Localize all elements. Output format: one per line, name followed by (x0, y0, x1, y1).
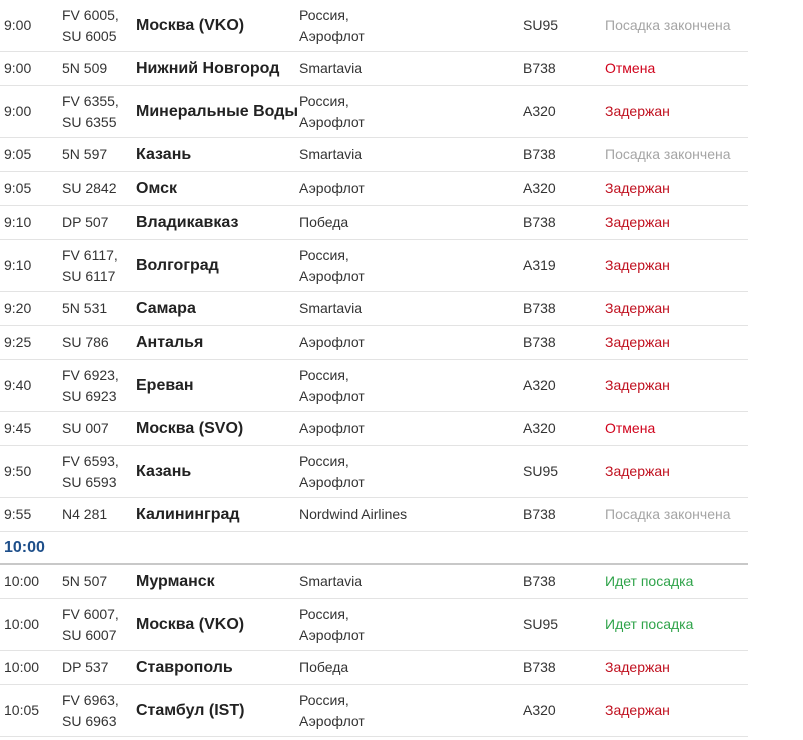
airline (299, 326, 365, 359)
hour-separator (0, 532, 748, 565)
flight-row[interactable] (0, 498, 748, 532)
airline-line: Nordwind Airlines (299, 506, 408, 522)
flight-row[interactable] (0, 86, 748, 138)
destination: Ставрополь (136, 659, 233, 676)
departure-time: 9:00 (4, 103, 32, 119)
flight-number (62, 206, 108, 239)
flight-number-line: SU 6593 (62, 473, 117, 490)
flight-number (62, 651, 108, 684)
aircraft-type: B738 (523, 214, 556, 230)
destination: Москва (SVO) (136, 420, 244, 437)
airline-line: Аэрофлот (299, 712, 365, 729)
departure-time: 9:10 (4, 257, 32, 273)
flight-number-line: FV 6355, (62, 92, 119, 109)
airline (299, 360, 365, 411)
airline-line: Россия, (299, 452, 349, 469)
flight-row[interactable] (0, 0, 748, 52)
aircraft-type: SU95 (523, 463, 559, 479)
departure-time: 9:25 (4, 334, 32, 350)
aircraft-type: B738 (523, 300, 556, 316)
airline-line: Smartavia (299, 573, 363, 589)
airline (299, 651, 348, 684)
departure-time: 10:00 (4, 616, 40, 632)
departure-time: 10:00 (4, 573, 40, 589)
airline-line: Аэрофлот (299, 180, 365, 196)
airline-line: Аэрофлот (299, 334, 365, 350)
flight-status: Идет посадка (605, 616, 694, 632)
flight-status: Задержан (605, 377, 670, 393)
flight-number-line: FV 6923, (62, 366, 119, 383)
flight-number (62, 565, 107, 598)
airline (299, 172, 365, 205)
flight-row[interactable] (0, 172, 748, 206)
airline (299, 0, 365, 51)
flight-status: Отмена (605, 420, 656, 436)
airline-line: Россия, (299, 92, 349, 109)
airline-line: Аэрофлот (299, 626, 365, 643)
flight-number-line: FV 6593, (62, 452, 119, 469)
departure-time: 9:05 (4, 180, 32, 196)
flight-number (62, 0, 119, 51)
airline (299, 138, 362, 171)
flight-row[interactable] (0, 326, 748, 360)
flight-row[interactable] (0, 52, 748, 86)
aircraft-type: B738 (523, 506, 556, 522)
departure-time: 10:00 (4, 659, 40, 675)
airline-line: Аэрофлот (299, 387, 365, 404)
flight-row[interactable] (0, 565, 748, 599)
flight-number-line: FV 6117, (62, 246, 118, 263)
destination: Москва (VKO) (136, 616, 245, 633)
flight-number-line: SU 007 (62, 420, 109, 436)
aircraft-type: A320 (523, 103, 556, 119)
flight-number (62, 138, 107, 171)
aircraft-type: SU95 (523, 616, 559, 632)
airline-line: Smartavia (299, 300, 363, 316)
flight-number (62, 446, 119, 497)
destination: Нижний Новгород (136, 60, 280, 77)
flight-row[interactable] (0, 292, 748, 326)
destination: Стамбул (IST) (136, 702, 245, 719)
airline-line: Россия, (299, 246, 349, 263)
airline (299, 412, 365, 445)
aircraft-type: SU95 (523, 17, 559, 33)
flight-row[interactable] (0, 446, 748, 498)
flight-number-line: FV 6007, (62, 605, 119, 622)
departure-time: 9:45 (4, 420, 32, 436)
flight-number (62, 685, 119, 736)
destination: Казань (136, 146, 192, 163)
airline-line: Победа (299, 214, 349, 230)
destination: Самара (136, 300, 196, 317)
flight-status: Посадка закончена (605, 17, 731, 33)
flight-number (62, 52, 107, 85)
destination: Казань (136, 463, 192, 480)
flight-number-line: N4 281 (62, 506, 108, 522)
flight-row[interactable] (0, 240, 748, 292)
destination: Анталья (136, 334, 204, 351)
destination: Калининград (136, 506, 240, 523)
destination: Омск (136, 180, 177, 197)
airline-line: Аэрофлот (299, 267, 365, 284)
airline (299, 52, 362, 85)
hour-label: 10:00 (4, 538, 45, 556)
flight-row[interactable] (0, 206, 748, 240)
flight-row[interactable] (0, 360, 748, 412)
departure-time: 9:10 (4, 214, 32, 230)
aircraft-type: A320 (523, 702, 556, 718)
airline-line: Аэрофлот (299, 420, 365, 436)
flight-number-line: FV 6005, (62, 6, 119, 23)
flight-number-line: SU 6963 (62, 712, 117, 729)
airline-line: Россия, (299, 6, 349, 23)
airline-line: Аэрофлот (299, 473, 365, 490)
flight-number (62, 412, 109, 445)
flight-number-line: SU 6117 (62, 267, 116, 284)
airline (299, 599, 365, 650)
aircraft-type: B738 (523, 146, 556, 162)
airline (299, 498, 407, 531)
departure-time: 9:50 (4, 463, 32, 479)
airline-line: Россия, (299, 366, 349, 383)
aircraft-type: A320 (523, 420, 556, 436)
airline (299, 685, 365, 736)
flight-status: Задержан (605, 463, 670, 479)
airline (299, 292, 362, 325)
aircraft-type: A320 (523, 377, 556, 393)
flight-row[interactable] (0, 685, 748, 737)
flight-number-line: DP 507 (62, 214, 109, 230)
flight-number-line: SU 786 (62, 334, 109, 350)
flight-number-line: 5N 509 (62, 60, 108, 76)
airline-line: Аэрофлот (299, 27, 365, 44)
flight-number (62, 292, 107, 325)
airline-line: Аэрофлот (299, 113, 365, 130)
airline-line: Smartavia (299, 60, 363, 76)
flight-number (62, 599, 119, 650)
departure-time: 9:00 (4, 17, 32, 33)
flight-row[interactable] (0, 599, 748, 651)
airline-line: Smartavia (299, 146, 363, 162)
airline (299, 240, 365, 291)
departure-time: 9:20 (4, 300, 32, 316)
flight-status: Задержан (605, 103, 670, 119)
aircraft-type: B738 (523, 659, 556, 675)
flight-row[interactable] (0, 138, 748, 172)
flight-number-line: SU 6923 (62, 387, 117, 404)
departure-time: 9:00 (4, 60, 32, 76)
airline-line: Россия, (299, 691, 349, 708)
aircraft-type: A319 (523, 257, 556, 273)
aircraft-type: B738 (523, 573, 556, 589)
flight-row[interactable] (0, 651, 748, 685)
airline-line: Россия, (299, 605, 349, 622)
flight-status: Посадка закончена (605, 506, 731, 522)
destination: Москва (VKO) (136, 17, 245, 34)
airline (299, 86, 365, 137)
flight-number (62, 172, 116, 205)
flight-status: Задержан (605, 180, 670, 196)
flight-number (62, 360, 119, 411)
flight-number (62, 240, 118, 291)
flight-status: Задержан (605, 300, 670, 316)
flight-number-line: SU 6005 (62, 27, 117, 44)
airline (299, 206, 348, 239)
flight-number-line: FV 6963, (62, 691, 119, 708)
flight-number-line: SU 6007 (62, 626, 117, 643)
flight-number-line: 5N 531 (62, 300, 108, 316)
departure-time: 9:55 (4, 506, 32, 522)
destination: Мурманск (136, 573, 215, 590)
flight-number-line: 5N 507 (62, 573, 108, 589)
flight-status: Задержан (605, 334, 670, 350)
flight-number-line: SU 6355 (62, 113, 117, 130)
flight-status: Задержан (605, 702, 670, 718)
airline-line: Победа (299, 659, 349, 675)
flight-number-line: 5N 597 (62, 146, 108, 162)
destination: Волгоград (136, 257, 219, 274)
departure-time: 9:40 (4, 377, 32, 393)
flight-number (62, 498, 107, 531)
destination: Минеральные Воды (136, 103, 299, 120)
aircraft-type: B738 (523, 60, 556, 76)
aircraft-type: A320 (523, 180, 556, 196)
flight-status: Задержан (605, 659, 670, 675)
destination: Владикавказ (136, 214, 239, 231)
flight-status: Идет посадка (605, 573, 694, 589)
flight-status: Задержан (605, 214, 670, 230)
flight-number-line: DP 537 (62, 659, 109, 675)
departure-time: 9:05 (4, 146, 32, 162)
departure-time: 10:05 (4, 702, 40, 718)
flight-number (62, 326, 109, 359)
flight-number (62, 86, 119, 137)
flight-status: Отмена (605, 60, 656, 76)
airline (299, 565, 362, 598)
destination: Ереван (136, 377, 194, 394)
flight-number-line: SU 2842 (62, 180, 117, 196)
airline (299, 446, 365, 497)
aircraft-type: B738 (523, 334, 556, 350)
flight-row[interactable] (0, 412, 748, 446)
flight-status: Посадка закончена (605, 146, 731, 162)
flight-status: Задержан (605, 257, 670, 273)
